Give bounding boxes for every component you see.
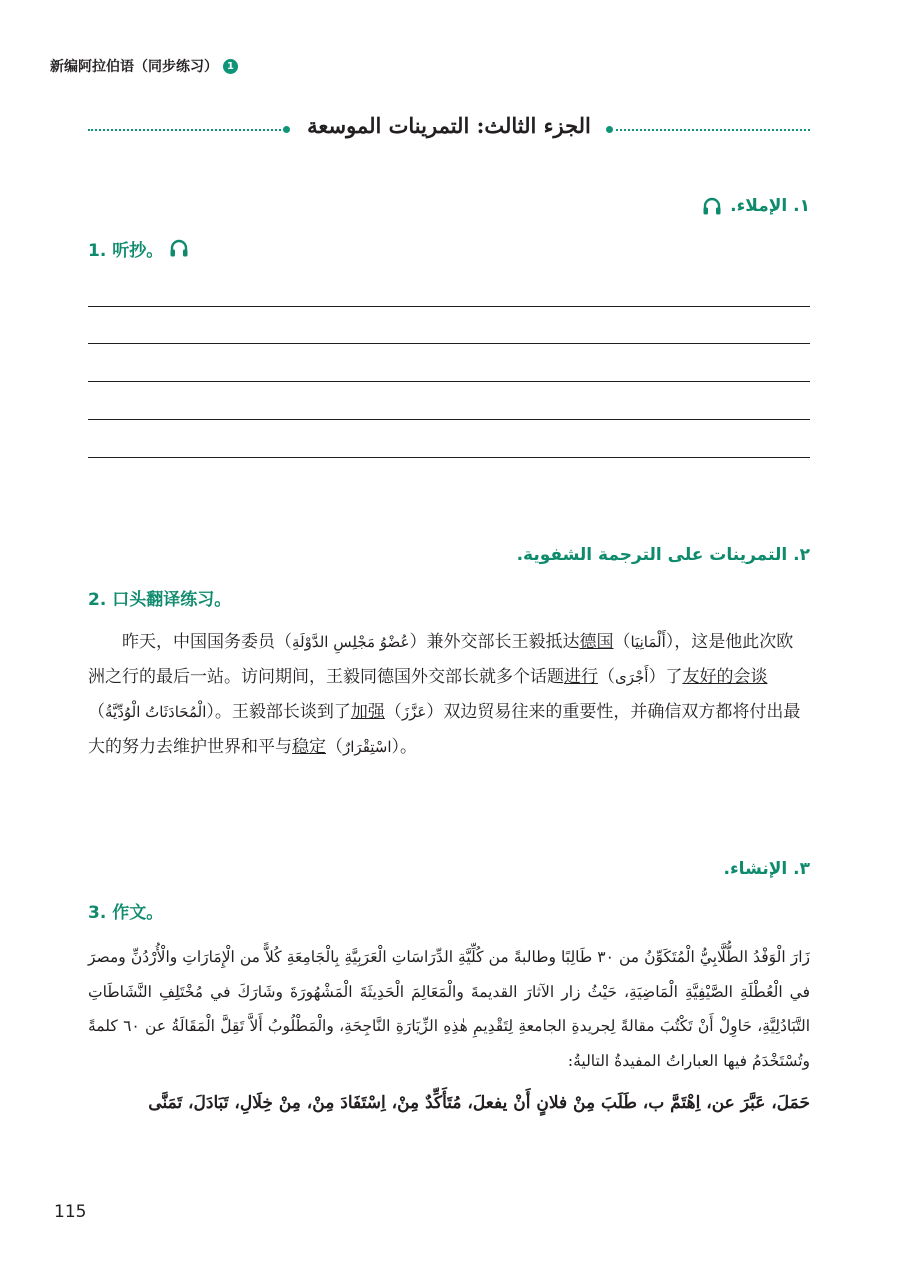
arabic-gloss: عَزَّزَ xyxy=(401,703,427,721)
dotted-rule-right xyxy=(616,129,810,131)
translation-paragraph xyxy=(88,625,810,765)
dotted-rule-left xyxy=(88,129,281,131)
section3-zh-heading xyxy=(88,898,163,923)
writing-line[interactable] xyxy=(88,381,810,382)
underlined-term: 稳定 xyxy=(292,737,326,757)
bullet-dot-left xyxy=(283,126,290,133)
text-run: ）兼外交部长王毅抵达 xyxy=(409,632,580,652)
composition-prompt: زَارَ الْوَفْدُ الطُّلَّابِيُّ الْمُتَكَوِّنُ من ٣٠ طَالِبًا وطالبةً من كُلِّيَّةِ الدِّرَاسَاتِ الْعَرَبِيَّةِ بِالْجَامِعَةِ كُلاًّ من الْإِمَارَاتِ والْأُرْدُنِّ ومصرَ في الْعُطْلَةِ الصَّيْفِيَّةِ الْمَاضِيَةِ، حَيْثُ زار الآثارَ القديمةَ والْمَعَالِمَ الْحَدِيثَةَ الْمَشْهُورَةَ وشَارَكَ في مُخْتَلِفِ النَّشَاطَاتِ التَّبَادُلِيَّةِ، حَاوِلْ أَنْ تَكْتُبَ مقالةً لِجريدةِ الجامعةِ لِتَقْدِيمِ هٰذِهِ الزِّيَارَةِ النَّاجِحَةِ، والْمَطْلُوبُ أَلاَّ تَقِلَّ الْمَقَالَةُ عن ٦٠ كلمةً وتُسْتَخْدَمُ فيها العباراتُ المفيدةُ التاليةُ: xyxy=(88,948,810,1070)
writing-line[interactable] xyxy=(88,343,810,344)
text-run: ）双边贸易往来的重要性，并确信双方都将付出最大的努力去维护世界和平与 xyxy=(88,702,801,757)
underlined-term: 加强 xyxy=(350,702,385,722)
arabic-gloss: الْمُحَادَثَاتُ الْوُدِّيَّةُ xyxy=(105,703,207,721)
headphones-icon xyxy=(169,239,189,258)
running-head xyxy=(50,56,238,76)
underlined-term: 德国 xyxy=(579,632,614,652)
part-title: الجزء الثالث: التمرينات الموسعة xyxy=(307,113,591,138)
arabic-gloss: اسْتِقْرَارٌ xyxy=(343,738,392,756)
book-title: 新编阿拉伯语（同步练习） xyxy=(50,59,218,75)
section3-ar-heading xyxy=(724,859,810,879)
text-run: ）。王毅部长谈到了 xyxy=(206,702,351,722)
underlined-term: 友好的会谈 xyxy=(682,667,768,687)
text-run: （ xyxy=(384,702,402,722)
text-run: 昨天，中国国务委员（ xyxy=(122,632,292,652)
section1-ar-heading xyxy=(702,196,810,216)
section1-ar-label: ١. الإملاء. xyxy=(730,196,810,216)
headphones-icon xyxy=(702,197,722,216)
text-run: ）了 xyxy=(648,667,683,687)
section3-ar-label: ٣. الإنشاء. xyxy=(723,859,810,879)
arabic-gloss: عُضْوُ مَجْلِسِ الدَّوْلَةِ xyxy=(292,633,410,651)
section2-zh-heading xyxy=(88,585,231,610)
arabic-gloss: أَجْرَى xyxy=(615,668,649,686)
section2-ar-heading xyxy=(517,545,810,565)
text-run: （ xyxy=(326,737,343,757)
writing-line[interactable] xyxy=(88,419,810,420)
section1-zh-label: 1. 听抄。 xyxy=(88,241,164,261)
volume-badge: 1 xyxy=(223,59,238,74)
text-run: ）。 xyxy=(391,737,418,757)
section1-zh-heading xyxy=(88,236,189,261)
section2-zh-label: 2. 口头翻译练习。 xyxy=(88,590,232,610)
arabic-gloss: أَلْمَانِيَا xyxy=(630,633,666,651)
section3-zh-label: 3. 作文。 xyxy=(88,903,164,923)
text-run: （ xyxy=(88,702,105,722)
section2-ar-label: ٢. التمرينات على الترجمة الشفوية. xyxy=(516,545,810,565)
underlined-term: 进行 xyxy=(564,667,598,687)
bullet-dot-right xyxy=(606,126,613,133)
useful-expressions: حَمَلَ، عَبَّرَ عن، اِهْتَمَّ ب، طَلَبَ مِنْ فلانٍ أَنْ يفعلَ، مُتَأَكِّدٌ مِنْ، اِسْتَفَادَ مِنْ، مِنْ خِلَالِ، تَبَادَلَ، تَمَنَّى xyxy=(148,1093,810,1113)
text-run: （ xyxy=(598,667,615,687)
writing-line[interactable] xyxy=(88,306,810,307)
page-number: 115 xyxy=(54,1202,87,1222)
writing-line[interactable] xyxy=(88,457,810,458)
text-run: ），这是他此次欧洲之行的最后一站。访问期间，王毅同德国外交部长就多个话题 xyxy=(88,632,794,687)
text-run: （ xyxy=(613,632,631,652)
part-banner xyxy=(88,113,810,147)
